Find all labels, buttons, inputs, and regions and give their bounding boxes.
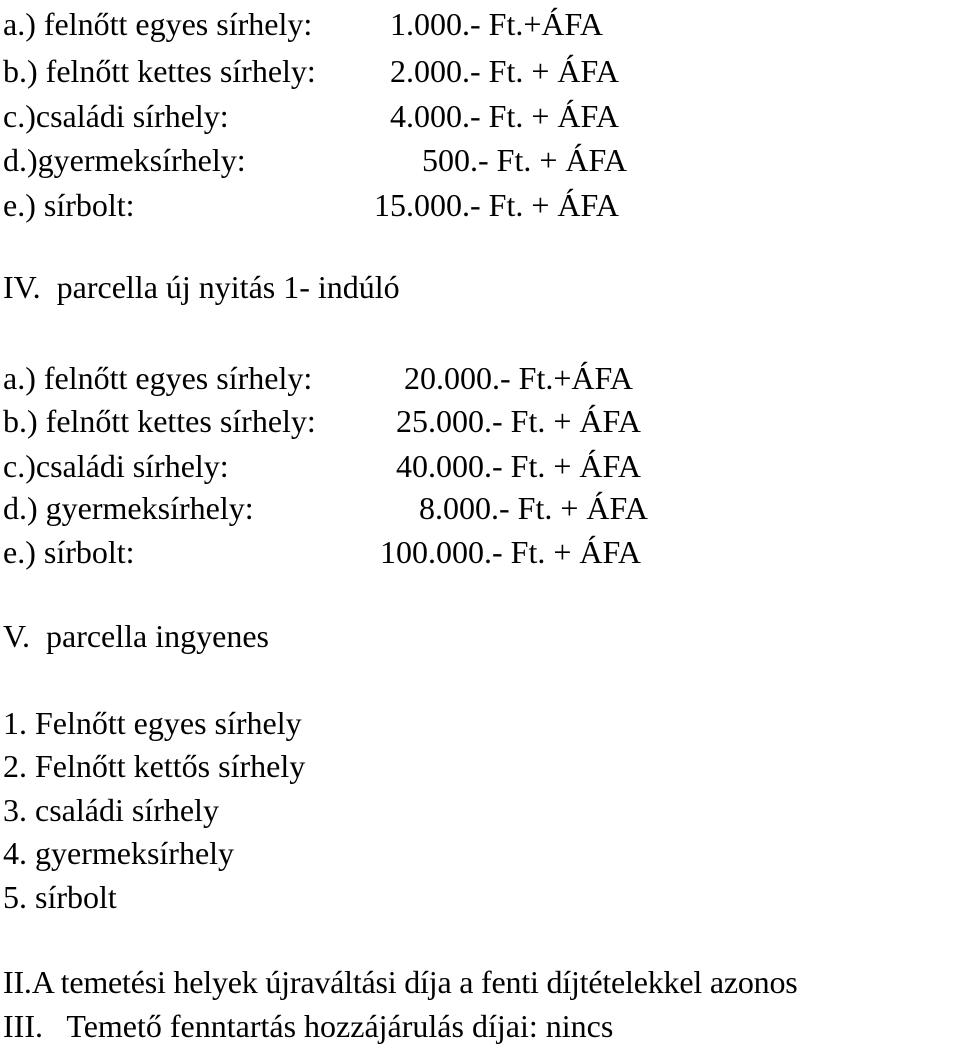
top-row-price: 500.- Ft. + ÁFA (422, 142, 628, 178)
reissue-fee-note: II.A temetési helyek újraváltási díja a fenti díjtételekkel azonos (3, 964, 798, 1000)
iv-row-label: e.) sírbolt: (3, 534, 135, 570)
iv-row-price: 25.000.- Ft. + ÁFA (396, 403, 642, 439)
list-item: 5. sírbolt (3, 879, 117, 915)
section-v-heading: V. parcella ingyenes (3, 618, 269, 654)
top-row-label: c.)családi sírhely: (3, 98, 229, 134)
top-row-price: 2.000.- Ft. + ÁFA (390, 53, 620, 89)
top-row-price: 4.000.- Ft. + ÁFA (390, 98, 620, 134)
iv-row-label: a.) felnőtt egyes sírhely: (3, 360, 313, 396)
iv-row-label: b.) felnőtt kettes sírhely: (3, 403, 316, 439)
maintenance-fee-note: III. Temető fenntartás hozzájárulás díjai: nincs (3, 1008, 614, 1044)
top-row-price: 15.000.- Ft. + ÁFA (374, 187, 620, 223)
list-item: 4. gyermeksírhely (3, 835, 235, 871)
iv-row-label: d.) gyermeksírhely: (3, 490, 254, 526)
section-iv-heading: IV. parcella új nyitás 1- indúló (3, 269, 400, 305)
iv-row-price: 20.000.- Ft.+ÁFA (404, 360, 634, 396)
top-row-label: b.) felnőtt kettes sírhely: (3, 53, 316, 89)
top-row-label: d.)gyermeksírhely: (3, 142, 246, 178)
iv-row-price: 100.000.- Ft. + ÁFA (380, 534, 642, 570)
iv-row-price: 40.000.- Ft. + ÁFA (396, 448, 642, 484)
iv-row-price: 8.000.- Ft. + ÁFA (419, 490, 649, 526)
top-row-label: a.) felnőtt egyes sírhely: (3, 6, 313, 42)
list-item: 3. családi sírhely (3, 792, 219, 828)
top-row-price: 1.000.- Ft.+ÁFA (390, 6, 604, 42)
list-item: 1. Felnőtt egyes sírhely (3, 705, 302, 741)
list-item: 2. Felnőtt kettős sírhely (3, 748, 306, 784)
iv-row-label: c.)családi sírhely: (3, 448, 229, 484)
top-row-label: e.) sírbolt: (3, 187, 135, 223)
